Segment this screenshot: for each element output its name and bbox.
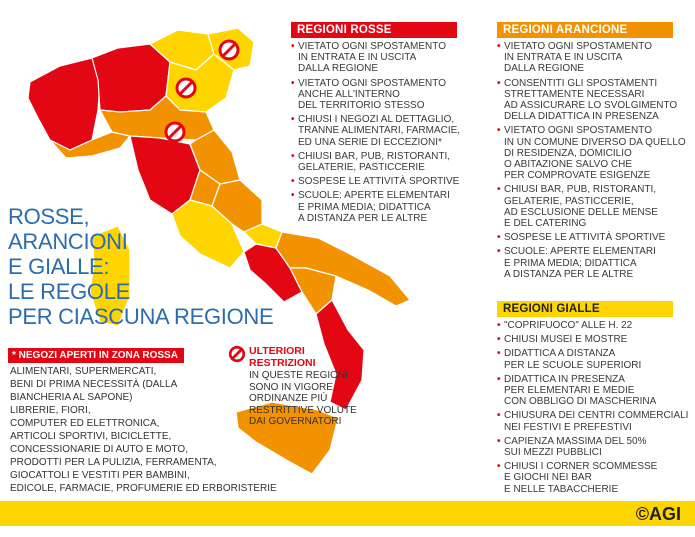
list-item: • VIETATO OGNI SPOSTAMENTO IN ENTRATA E IN USCITA DALLA REGIONE: [291, 41, 491, 75]
list-item: • SCUOLE: APERTE ELEMENTARI E PRIMA MEDIA; DIDATTICA A DISTANZA PER LE ALTRE: [291, 190, 491, 224]
list-item: • CAPIENZA MASSIMA DEL 50% SUI MEZZI PUBBLICI: [497, 436, 692, 458]
list-item: • "COPRIFUOCO" ALLE H. 22: [497, 320, 692, 331]
page-title: ROSSE, ARANCIONI E GIALLE: LE REGOLE PER CIASCUNA REGIONE: [8, 204, 274, 329]
region-lombardia: [92, 44, 170, 112]
ulteriori-restrizioni-title: ULTERIORI RESTRIZIONI: [249, 345, 316, 369]
ulteriori-restrizioni-text: IN QUESTE REGIONI SONO IN VIGORE ORDINANZE PIÙ RESTRITTIVE VOLUTE DAI GOVERNATORI: [249, 370, 357, 427]
list-regioni-rosse: [291, 41, 491, 227]
footer-bar: [0, 501, 695, 526]
list-item: • VIETATO OGNI SPOSTAMENTO IN ENTRATA E IN USCITA DALLA REGIONE: [497, 41, 692, 75]
list-item: • SOSPESE LE ATTIVITÀ SPORTIVE: [291, 176, 491, 187]
list-item: • CHIUSI MUSEI E MOSTRE: [497, 334, 692, 345]
list-regioni-arancione: [497, 41, 692, 283]
no-entry-icon: [220, 41, 238, 59]
list-item: • SCUOLE: APERTE ELEMENTARI E PRIMA MEDIA; DIDATTICA A DISTANZA PER LE ALTRE: [497, 246, 692, 280]
list-item: • CHIUSURA DEI CENTRI COMMERCIALI NEI FESTIVI E PREFESTIVI: [497, 410, 692, 432]
list-regioni-gialle: [497, 320, 692, 498]
region-piemonte: [28, 58, 100, 150]
no-entry-icon: [177, 79, 195, 97]
agi-logo: ©AGI: [635, 504, 681, 524]
no-entry-icon: [166, 123, 184, 141]
list-item: • SOSPESE LE ATTIVITÀ SPORTIVE: [497, 232, 692, 243]
header-negozi-aperti: * NEGOZI APERTI IN ZONA ROSSA: [8, 348, 184, 363]
header-regioni-arancione: REGIONI ARANCIONE: [497, 22, 673, 38]
negozi-aperti-text: ALIMENTARI, SUPERMERCATI, BENI DI PRIMA NECESSITÀ (DALLA BIANCHERIA AL SAPONE) LIBRERIE, FIORI, COMPUTER ED ELETTRONICA, ARTICOLI SPORTIVI, BICICLETTE, CONCESSIONARIE DI AUTO E MOTO, PRODOTTI PER LA PULIZIA, FERRAMENTA, GIOCATTOLI E VESTITI PER BAMBINI, EDICOLE, FARMACIE, PROFUMERIE ED ERBORISTERIE: [10, 366, 277, 494]
list-item: • CHIUSI BAR, PUB, RISTORANTI, GELATERIE, PASTICCERIE, AD ESCLUSIONE DELLE MENSE E DEL CATERING: [497, 184, 692, 229]
list-item: • VIETATO OGNI SPOSTAMENTO ANCHE ALL'INTERNO DEL TERRITORIO STESSO: [291, 78, 491, 112]
list-item: • DIDATTICA IN PRESENZA PER ELEMENTARI E MEDIE CON OBBLIGO DI MASCHERINA: [497, 374, 692, 408]
no-entry-icon: [228, 345, 246, 363]
list-item: • CHIUSI I CORNER SCOMMESSE E GIOCHI NEI BAR E NELLE TABACCHERIE: [497, 461, 692, 495]
header-regioni-gialle: REGIONI GIALLE: [497, 301, 673, 317]
list-item: • DIDATTICA A DISTANZA PER LE SCUOLE SUPERIORI: [497, 348, 692, 370]
header-regioni-rosse: REGIONI ROSSE: [291, 22, 457, 38]
list-item: • VIETATO OGNI SPOSTAMENTO IN UN COMUNE DIVERSO DA QUELLO DI RESIDENZA, DOMICILIO O ABITAZIONE SALVO CHE PER COMPROVATE ESIGENZE: [497, 125, 692, 181]
list-item: • CONSENTITI GLI SPOSTAMENTI STRETTAMENTE NECESSARI AD ASSICURARE LO SVOLGIMENTO DELLA DIDATTICA IN PRESENZA: [497, 78, 692, 123]
list-item: • CHIUSI BAR, PUB, RISTORANTI, GELATERIE, PASTICCERIE: [291, 151, 491, 173]
list-item: • CHIUSI I NEGOZI AL DETTAGLIO, TRANNE ALIMENTARI, FARMACIE, ED UNA SERIE DI ECCEZIONI*: [291, 114, 491, 148]
